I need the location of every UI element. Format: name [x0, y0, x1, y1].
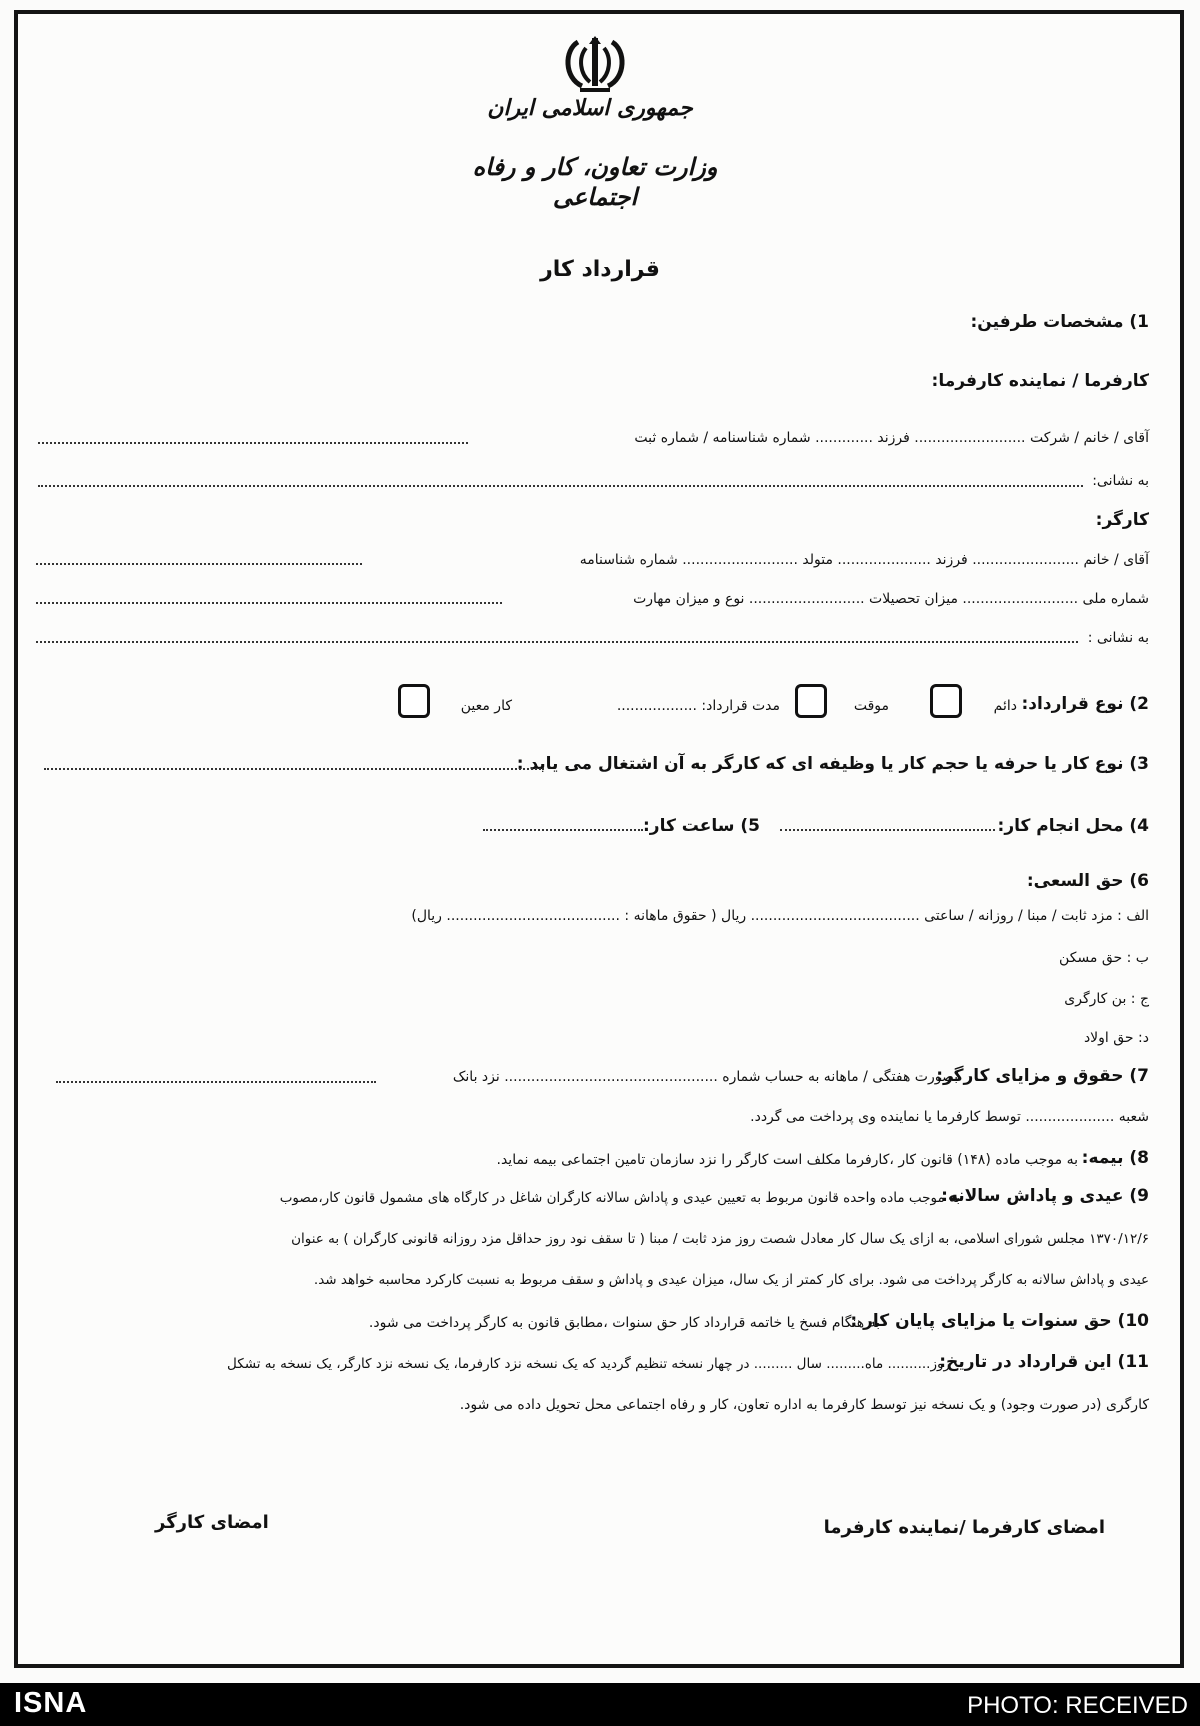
contract-date-line1: روز.......... ماه......... سال ......... در چهار نسخه تنظیم گردید که یک نسخه نزد کارفرما، یک نسخه نزد کارگر، یک نسخه به تشکل: [227, 1356, 950, 1372]
bonus-line2: ۱۳۷۰/۱۲/۶ مجلس شورای اسلامی، به ازای یک سال کار معادل شصت روز مزد ثابت / مبنا ( تا سقف نود روز حداقل مزد روزانه قانونی کارگران ) به عنوان: [291, 1231, 1149, 1247]
ministry-title: وزارت تعاون، کار و رفاه اجتماعی: [472, 152, 718, 211]
contract-type-specific-checkbox[interactable]: [398, 684, 430, 718]
contract-type-permanent-checkbox[interactable]: [930, 684, 962, 718]
contract-type-permanent-label: دائم: [993, 698, 1017, 714]
bank-name-blank[interactable]: [56, 1081, 376, 1083]
work-place-blank[interactable]: [780, 829, 995, 831]
job-type-blank[interactable]: [44, 768, 544, 770]
employer-address-blank[interactable]: [38, 485, 1083, 487]
child-allowance-label: د: حق اولاد: [1083, 1030, 1149, 1046]
work-place-label: 4) محل انجام کار:: [997, 816, 1149, 836]
worker-line2-blank[interactable]: [36, 602, 502, 604]
worker-signature-label: امضای کارگر: [155, 1512, 269, 1533]
work-hours-label: 5) ساعت کار:: [642, 816, 760, 836]
bonus-line1: به موجب ماده واحده قانون مربوط به تعیین عیدی و پاداش سالانه کارگران شاغل در کارگاه های مشمول قانون کار،مصوب: [279, 1190, 960, 1206]
republic-title: جمهوری اسلامی ایران: [487, 95, 693, 121]
section10-heading: 10) حق سنوات یا مزایای پایان کار :: [850, 1311, 1149, 1331]
bonus-line3: عیدی و پاداش سالانه به کارگر پرداخت می شود. برای کار کمتر از یک سال، میزان عیدی و پاداش و سقف مربوط به نسبت کارکرد محاسبه خواهد شد.: [313, 1272, 1149, 1288]
contract-type-temporary-checkbox[interactable]: [795, 684, 827, 718]
employer-line1-blank[interactable]: [38, 442, 468, 444]
worker-heading: کارگر:: [1095, 510, 1149, 530]
worker-line1-blank[interactable]: [36, 563, 362, 565]
contract-date-line2: کارگری (در صورت وجود) و یک نسخه نیز توسط کارفرما به اداره تعاون، کار و رفاه اجتماعی محل تحویل داده می شود.: [459, 1397, 1149, 1413]
employer-signature-label: امضای کارفرما /نماینده کارفرما: [823, 1517, 1105, 1538]
section9-heading: 9) عیدی و پاداش سالانه:: [941, 1186, 1149, 1206]
worker-bonus-label: ج : بن کارگری: [1064, 991, 1149, 1007]
document-title: قرارداد کار: [540, 257, 660, 282]
payment-branch-line: شعبه .................... توسط کارفرما یا نماینده وی پرداخت می گردد.: [750, 1109, 1149, 1125]
work-hours-blank[interactable]: [483, 829, 643, 831]
section1-heading: 1) مشخصات طرفین:: [970, 312, 1149, 332]
section11-heading: 11) این قرارداد در تاریخ:: [939, 1352, 1149, 1372]
insurance-text: به موجب ماده (۱۴۸) قانون کار ،کارفرما مکلف است کارگر را نزد سازمان تامین اجتماعی بیمه نماید.: [496, 1152, 1078, 1168]
isna-logo: ISNA: [14, 1687, 88, 1719]
worker-address-label: به نشانی :: [1087, 630, 1149, 646]
worker-line1-text: آقای / خانم ........................ فرزند ..................... متولد .......................... شماره شناسنامه: [579, 552, 1149, 568]
worker-line2-text: شماره ملی .......................... میزان تحصیلات .......................... نوع و میزان مهارت: [633, 591, 1149, 607]
employer-address-label: به نشانی:: [1092, 473, 1149, 489]
section6-heading: 6) حق السعی:: [1026, 871, 1149, 891]
payment-method-text: بصورت هفتگی / ماهانه به حساب شماره ................................................ نزد بانک: [452, 1069, 958, 1085]
housing-allowance-label: ب : حق مسکن: [1059, 950, 1149, 966]
employer-heading: کارفرما / نماینده کارفرما:: [931, 371, 1149, 391]
severance-text: به هنگام فسخ یا خاتمه قرارداد کار حق سنوات ،مطابق قانون به کارگر پرداخت می شود.: [368, 1315, 880, 1331]
section3-heading: 3) نوع کار یا حرفه یا حجم کار یا وظیفه ای که کارگر به آن اشتغال می یابد :: [516, 754, 1149, 774]
wage-fixed-line: الف : مزد ثابت / مبنا / روزانه / ساعتی ...................................... ریال ( حقوق ماهانه : ....................................... ریال): [411, 908, 1149, 924]
footer-bar: [0, 1683, 1200, 1726]
section8-heading: 8) بیمه:: [1081, 1148, 1149, 1168]
contract-type-temporary-label: موقت: [853, 698, 889, 714]
employer-line1-text: آقای / خانم / شرکت ......................... فرزند ............. شماره شناسنامه / شماره ثبت: [634, 430, 1149, 446]
contract-duration-field[interactable]: مدت قرارداد: ..................: [616, 698, 780, 714]
section7-heading: 7) حقوق و مزایای کارگر:: [936, 1066, 1149, 1086]
iran-emblem-icon: [560, 34, 630, 94]
section2-heading: 2) نوع قرارداد:: [1021, 694, 1149, 714]
worker-address-blank[interactable]: [36, 641, 1078, 643]
photo-credit: PHOTO: RECEIVED: [967, 1692, 1188, 1719]
contract-type-specific-label: کار معین: [460, 698, 512, 714]
